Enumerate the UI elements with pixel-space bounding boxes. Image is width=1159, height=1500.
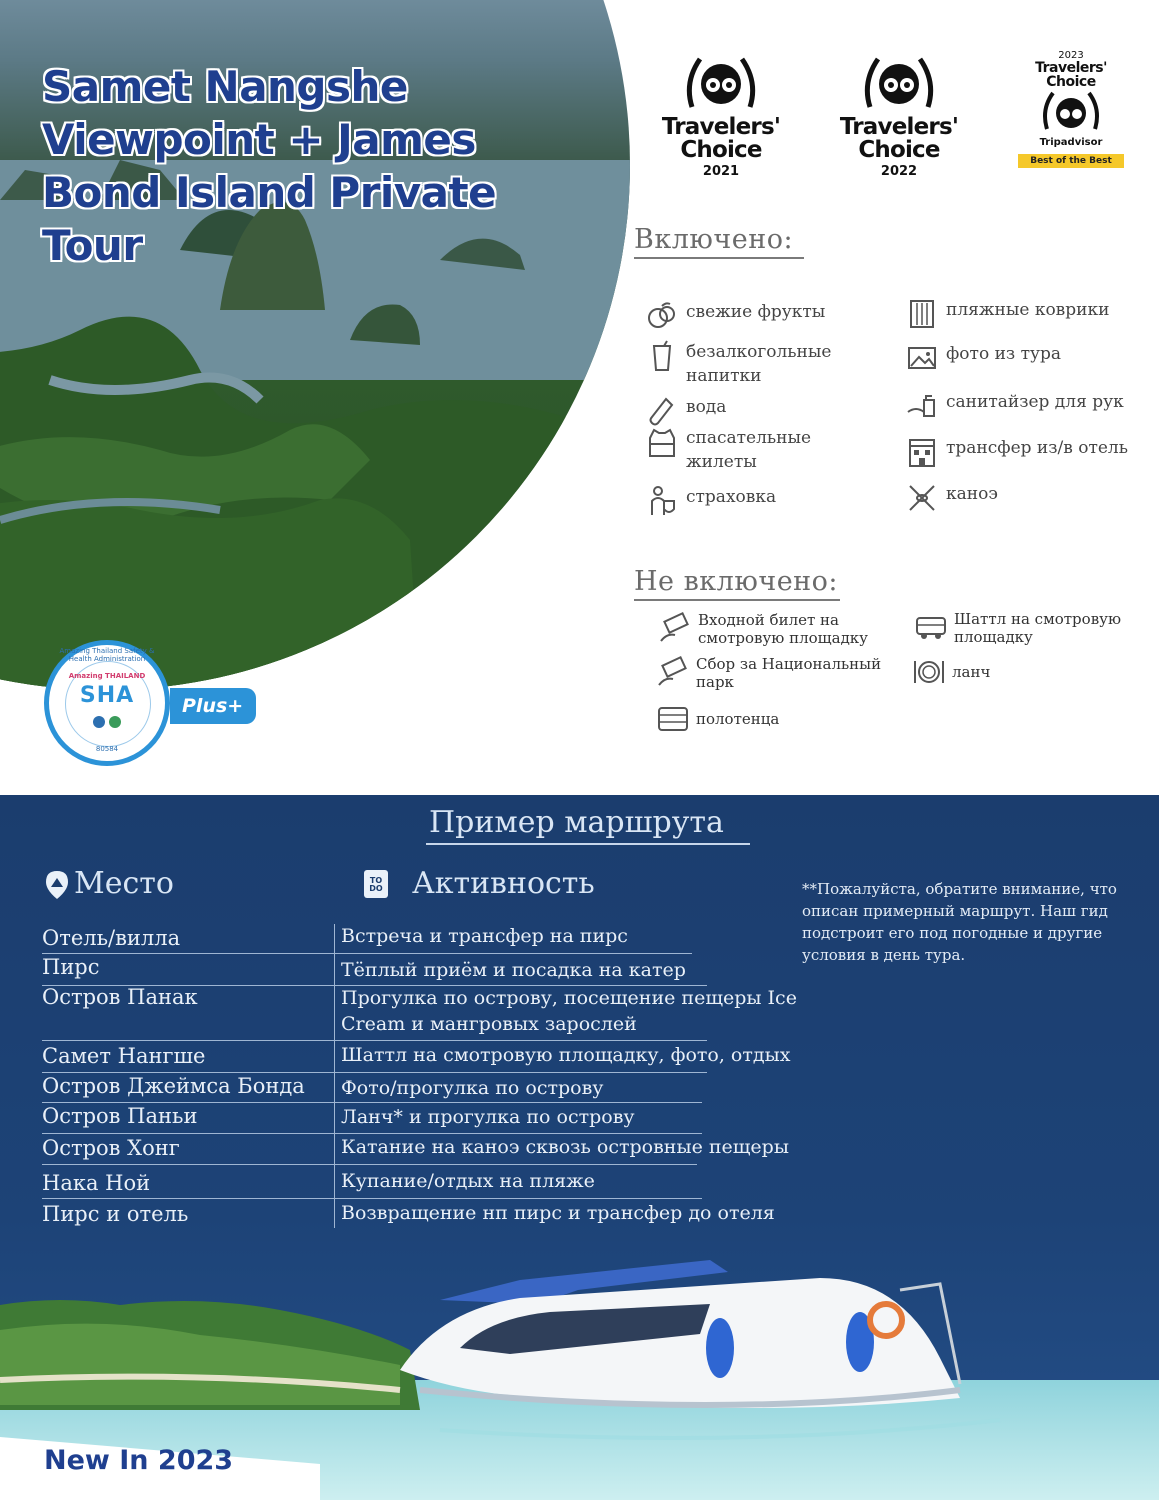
award-2021 [646,52,796,179]
insurance-icon [646,485,678,517]
included-item-text: безалкогольные напитки [686,342,832,386]
photo-icon [906,342,938,374]
towel-icon [656,702,690,736]
tripadvisor-owl-laurel-icon [1041,89,1101,133]
route-activity: Прогулка по острову, посещение пещеры Ice Cream и мангровых зарослей [341,987,797,1035]
not-included-item [912,655,1112,689]
ticket-money-icon [658,611,692,645]
route-row-divider [42,1198,702,1199]
tripadvisor-owl-laurel-icon [862,52,936,112]
sha-seal-icons [91,715,125,729]
park-fee-icon [656,655,690,689]
route-note: **Пожалуйста, обратите внимание, что описан примерный маршрут. Наш гид подстроит его под погодные и другие условия в день тура. [802,880,1117,964]
route-column-divider [334,924,335,1228]
included-item-text: санитайзер для рук [946,392,1124,412]
included-item-text: пляжные коврики [946,300,1110,320]
not-included-item-text: Шаттл на смотровую площадку [954,610,1122,646]
included-heading-text: Включено: [634,224,794,255]
route-row-divider [42,1102,702,1103]
not-included-item-text: ланч [952,663,991,681]
sha-ring-text: Amazing Thailand Safety & Health Administration [59,647,155,663]
beach-mat-icon [906,298,938,330]
included-item [906,436,1159,468]
award-year: 2023 [1058,50,1084,61]
award-brand: Tripadvisor [1039,137,1103,148]
route-activity: Тёплый приём и посадка на катер [341,959,686,981]
drink-cup-icon [646,340,678,372]
included-item [646,300,876,332]
award-year: 2022 [880,164,918,179]
not-included-item-text: Входной билет на смотровую площадку [698,611,869,647]
new-in-badge: New In 2023 [44,1445,234,1476]
route-activity: Катание на каноэ сквозь островные пещеры [341,1136,789,1158]
heading-underline [634,257,804,259]
fruit-icon [646,300,678,332]
route-place: Отель/вилла [42,926,181,950]
award-2022 [824,52,974,179]
hotel-icon [906,436,938,468]
route-place: Остров Паньи [42,1104,198,1128]
sha-plus-tag: Plus+ [170,688,256,724]
route-row-divider [42,1164,697,1165]
todo-icon-text: TO DO [369,876,383,893]
not-included-item [656,702,856,736]
award-ribbon: Best of the Best [1018,154,1124,168]
route-place: Остров Джеймса Бонда [42,1074,305,1098]
route-row-divider [42,953,692,954]
route-row-divider [42,1040,707,1041]
route-place: Остров Панак [42,985,198,1009]
included-item [906,342,1156,374]
included-item [646,340,876,388]
included-item-text: трансфер из/в отель [946,438,1128,458]
water-bottle-icon [646,395,678,427]
included-heading [634,224,804,259]
sanitizer-icon [906,390,938,422]
route-heading-underline [426,843,750,845]
route-heading: Пример маршрута [429,805,724,840]
not-included-item [914,610,1154,646]
included-item-text: фото из тура [946,344,1062,364]
not-included-item [658,611,908,647]
award-label: Travelers' Choice [1035,60,1107,90]
included-item-text: страховка [686,487,777,507]
column-place-heading: Место [74,866,174,901]
route-activity: Ланч* и прогулка по острову [341,1106,635,1128]
included-item [646,395,876,427]
not-included-item-text: полотенца [696,710,780,728]
heading-underline [634,599,840,601]
route-activity: Встреча и трансфер на пирс [341,925,628,947]
included-item [646,485,876,517]
life-vest-icon [646,426,678,458]
included-item-text: спасательные жилеты [686,428,812,472]
route-activity: Фото/прогулка по острову [341,1077,604,1099]
route-row-divider [42,1072,707,1073]
route-place: Пирс [42,955,100,979]
award-year: 2021 [702,164,740,179]
included-item-text: вода [686,397,727,417]
route-activity: Возвращение нп пирс и трансфер до отеля [341,1202,775,1224]
sha-word: SHA [79,683,135,708]
included-item [906,390,1156,422]
award-label: Travelers' Choice [661,114,781,163]
route-place: Остров Хонг [42,1136,180,1160]
award-label: Travelers' Choice [839,114,959,163]
not-included-item-text: Сбор за Национальный парк [696,655,882,691]
included-item [906,298,1156,330]
page-title: Samet Nangshe Viewpoint + James Bond Island Private Tour [42,62,497,270]
included-item-text: свежие фрукты [686,302,826,322]
included-item-text: каноэ [946,484,998,504]
column-activity-heading: Активность [412,866,595,901]
route-activity: Купание/отдых на пляже [341,1170,595,1192]
included-item [646,426,876,474]
shuttle-icon [914,610,948,644]
lunch-plate-icon [912,655,946,689]
included-item [906,482,1156,514]
canoe-icon [906,482,938,514]
route-place: Самет Нангше [42,1044,206,1068]
route-activity: Шаттл на смотровую площадку, фото, отдых [341,1044,791,1066]
not-included-heading-text: Не включено: [634,566,839,597]
location-pin-icon [44,870,70,900]
sha-number: 80584 [95,745,119,753]
todo-icon [364,870,388,898]
sha-badge [44,640,170,766]
route-place: Пирс и отель [42,1202,189,1226]
tripadvisor-owl-laurel-icon [684,52,758,112]
route-place: Нака Ной [42,1171,151,1195]
sha-brand-small: Amazing THAILAND [68,672,146,680]
not-included-item [656,655,906,691]
not-included-heading [634,566,840,601]
award-2023 [1016,50,1126,168]
